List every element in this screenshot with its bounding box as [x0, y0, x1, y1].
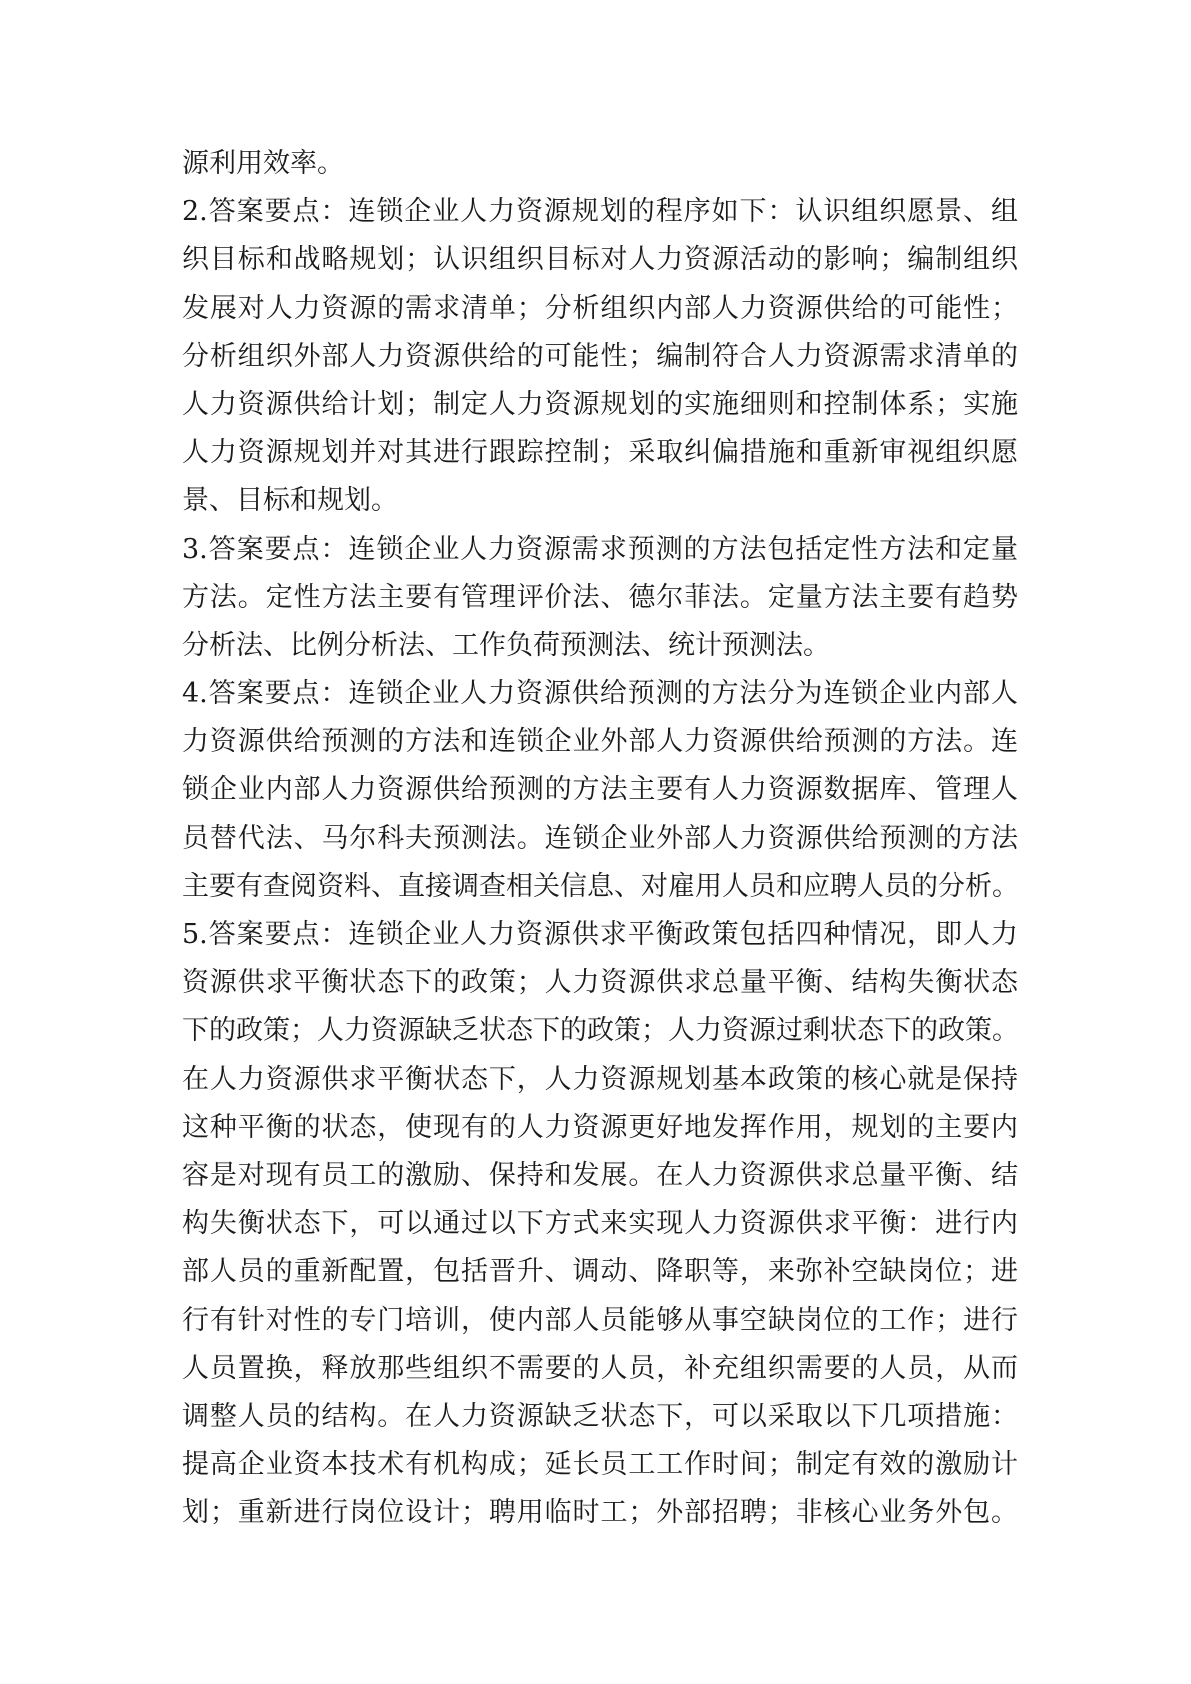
text-line: 行有针对性的专门培训，使内部人员能够从事空缺岗位的工作；进行: [182, 1304, 1018, 1336]
text-line: 下的政策；人力资源缺乏状态下的政策；人力资源过剩状态下的政策。: [182, 1015, 1019, 1047]
text-line: 锁企业内部人力资源供给预测的方法主要有人力资源数据库、管理人: [182, 774, 1018, 806]
text-line: 5.答案要点：连锁企业人力资源供求平衡政策包括四种情况，即人力: [182, 919, 1018, 950]
text-line: 人员置换，释放那些组织不需要的人员，补充组织需要的人员，从而: [182, 1352, 1018, 1384]
text-line: 2.答案要点：连锁企业人力资源规划的程序如下：认识组织愿景、组: [182, 196, 1018, 228]
text-line: 调整人员的结构。在人力资源缺乏状态下，可以采取以下几项措施：: [182, 1400, 1018, 1432]
text-line: 资源供求平衡状态下的政策；人力资源供求总量平衡、结构失衡状态: [182, 967, 1018, 999]
text-line: 人力资源供给计划；制定人力资源规划的实施细则和控制体系；实施: [182, 388, 1018, 420]
text-line: 源利用效率。: [182, 148, 344, 179]
text-line: 在人力资源供求平衡状态下，人力资源规划基本政策的核心就是保持: [182, 1063, 1018, 1095]
text-line: 力资源供给预测的方法和连锁企业外部人力资源供给预测的方法。连: [182, 726, 1018, 758]
text-line: 3.答案要点：连锁企业人力资源需求预测的方法包括定性方法和定量: [182, 533, 1018, 565]
text-line: 发展对人力资源的需求清单；分析组织内部人力资源供给的可能性；: [182, 292, 1018, 324]
text-line: 部人员的重新配置，包括晋升、调动、降职等，来弥补空缺岗位；进: [182, 1256, 1018, 1288]
text-line: 这种平衡的状态，使现有的人力资源更好地发挥作用，规划的主要内: [182, 1111, 1018, 1143]
text-line: 分析组织外部人力资源供给的可能性；编制符合人力资源需求清单的: [182, 340, 1018, 372]
text-line: 分析法、比例分析法、工作负荷预测法、统计预测法。: [182, 629, 830, 661]
text-line: 人力资源规划并对其进行跟踪控制；采取纠偏措施和重新审视组织愿: [182, 437, 1018, 469]
text-line: 容是对现有员工的激励、保持和发展。在人力资源供求总量平衡、结: [182, 1159, 1018, 1191]
text-line: 划；重新进行岗位设计；聘用临时工；外部招聘；非核心业务外包。: [182, 1497, 1018, 1529]
text-line: 方法。定性方法主要有管理评价法、德尔菲法。定量方法主要有趋势: [182, 581, 1018, 613]
text-line: 景、目标和规划。: [182, 485, 398, 517]
answer-text-block: [182, 140, 1018, 1537]
text-line: 织目标和战略规划；认识组织目标对人力资源活动的影响；编制组织: [182, 244, 1018, 276]
text-line: 提高企业资本技术有机构成；延长员工工作时间；制定有效的激励计: [182, 1449, 1018, 1481]
text-line: 主要有查阅资料、直接调查相关信息、对雇用人员和应聘人员的分析。: [182, 870, 1019, 902]
text-line: 构失衡状态下，可以通过以下方式来实现人力资源供求平衡：进行内: [182, 1208, 1018, 1240]
text-line: 员替代法、马尔科夫预测法。连锁企业外部人力资源供给预测的方法: [182, 822, 1018, 854]
text-line: 4.答案要点：连锁企业人力资源供给预测的方法分为连锁企业内部人: [182, 678, 1018, 710]
